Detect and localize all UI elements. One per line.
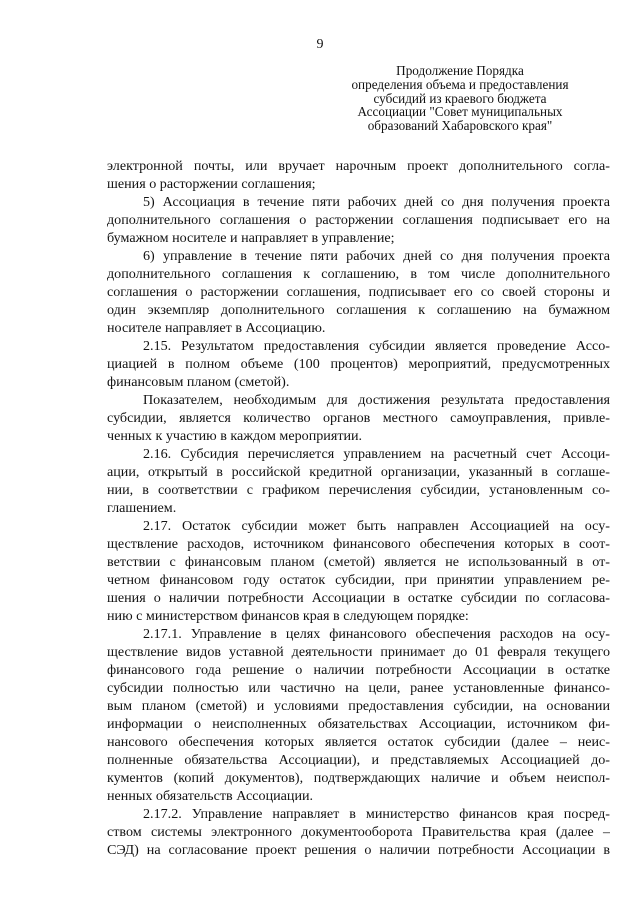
text-line: Показателем, необходимым для достижения результата предоставления bbox=[143, 392, 610, 408]
text-line: 2.17.1. Управление в целях финансового обеспечения расходов на осу- bbox=[143, 626, 610, 642]
text-line: 2.15. Результатом предоставления субсидии является проведение Ассо- bbox=[143, 338, 610, 354]
text-line: нии, в соответствии с графиком перечисления субсидии, установленным со- bbox=[107, 482, 610, 498]
text-line: ненных обязательств Ассоциации. bbox=[107, 788, 314, 804]
document-body bbox=[107, 157, 610, 859]
text-line: шения о наличии потребности Ассоциации в остатке субсидии по согласова- bbox=[107, 590, 610, 606]
header-line: субсидий из краевого бюджета bbox=[373, 90, 547, 106]
text-line: субсидии полностью или частично на цели, ранее установленные финансо- bbox=[107, 680, 610, 696]
text-line: глашением. bbox=[107, 500, 177, 516]
paragraph bbox=[107, 157, 610, 193]
text-line: субсидии, является количество органов местного самоуправления, привле- bbox=[107, 410, 610, 426]
text-line: нию с министерством финансов края в следующем порядке: bbox=[107, 608, 469, 624]
text-line: нансового обеспечения которых является остаток субсидии (далее – неис- bbox=[107, 734, 610, 750]
text-line: 2.16. Субсидия перечисляется управлением на расчетный счет Ассоци- bbox=[143, 446, 610, 462]
header-line: определения объема и предоставления bbox=[351, 76, 569, 92]
text-line: дополнительного соглашения к соглашению, в том числе дополнительного bbox=[107, 266, 610, 282]
header-line: Ассоциации "Совет муниципальных bbox=[357, 104, 563, 120]
text-line: 2.17. Остаток субсидии может быть направлен Ассоциацией на осу- bbox=[143, 518, 610, 534]
paragraph bbox=[107, 805, 610, 859]
text-line: ветствии с финансовым планом (сметой) является не использованный в от- bbox=[107, 554, 610, 570]
text-line: ченных к участию в каждом мероприятии. bbox=[107, 428, 363, 444]
paragraph bbox=[107, 391, 610, 445]
text-line: циацией в полном объеме (100 процентов) мероприятий, предусмотренных bbox=[107, 356, 610, 372]
header-line: Продолжение Порядка bbox=[396, 63, 524, 78]
text-line: полненные обязательства Ассоциации), и представляемых Ассоциацией до- bbox=[107, 752, 610, 768]
text-line: бумажном носителе и направляет в управление; bbox=[107, 230, 395, 246]
text-line: информации о неисполненных обязательствах Ассоциации, источником фи- bbox=[107, 716, 610, 732]
text-line: ществление расходов, источником финансового обеспечения которых в соот- bbox=[107, 536, 610, 552]
text-line: ации, открытый в российской кредитной организации, указанный в соглаше- bbox=[107, 464, 610, 480]
text-line: четном финансовом году остаток субсидии, при принятии управлением ре- bbox=[107, 572, 610, 588]
text-line: шения о расторжении соглашения; bbox=[107, 176, 316, 192]
paragraph bbox=[107, 193, 610, 247]
text-line: дополнительного соглашения о расторжении соглашения подписывает его на bbox=[107, 212, 610, 228]
text-line: 5) Ассоциация в течение пяти рабочих дней со дня получения проекта bbox=[143, 194, 610, 210]
paragraph bbox=[107, 625, 610, 805]
text-line: носителе направляет в Ассоциацию. bbox=[107, 320, 326, 336]
text-line: 6) управление в течение пяти рабочих дней со дня получения проекта bbox=[143, 248, 610, 264]
text-line: соглашения о расторжении соглашения, подписывает его со своей стороны и bbox=[107, 284, 610, 300]
header-line: образований Хабаровского края" bbox=[367, 118, 553, 134]
paragraph bbox=[107, 517, 610, 625]
text-line: кументов (копий документов), подтверждающих наличие и объем неиспол- bbox=[107, 770, 610, 786]
paragraph bbox=[107, 337, 610, 391]
paragraph bbox=[107, 247, 610, 337]
text-line: 2.17.2. Управление направляет в министерство финансов края посред- bbox=[143, 806, 610, 822]
text-line: СЭД) на согласование проект решения о наличии потребности Ассоциации в bbox=[107, 842, 610, 858]
text-line: ством системы электронного документооборота Правительства края (далее – bbox=[107, 824, 610, 840]
page-header bbox=[330, 64, 590, 133]
text-line: финансовым планом (сметой). bbox=[107, 374, 290, 390]
page-number: 9 bbox=[316, 37, 324, 52]
text-line: вым планом (сметой) и условиями предоставления субсидии, на основании bbox=[107, 698, 610, 714]
text-line: электронной почты, или вручает нарочным проект дополнительного согла- bbox=[107, 158, 610, 174]
paragraph bbox=[107, 445, 610, 517]
text-line: ществление видов уставной деятельности принимает до 01 февраля текущего bbox=[107, 644, 610, 660]
text-line: финансового года решение о наличии потребности Ассоциации в остатке bbox=[107, 662, 610, 678]
text-line: один экземпляр дополнительного соглашения к соглашению на бумажном bbox=[107, 302, 610, 318]
